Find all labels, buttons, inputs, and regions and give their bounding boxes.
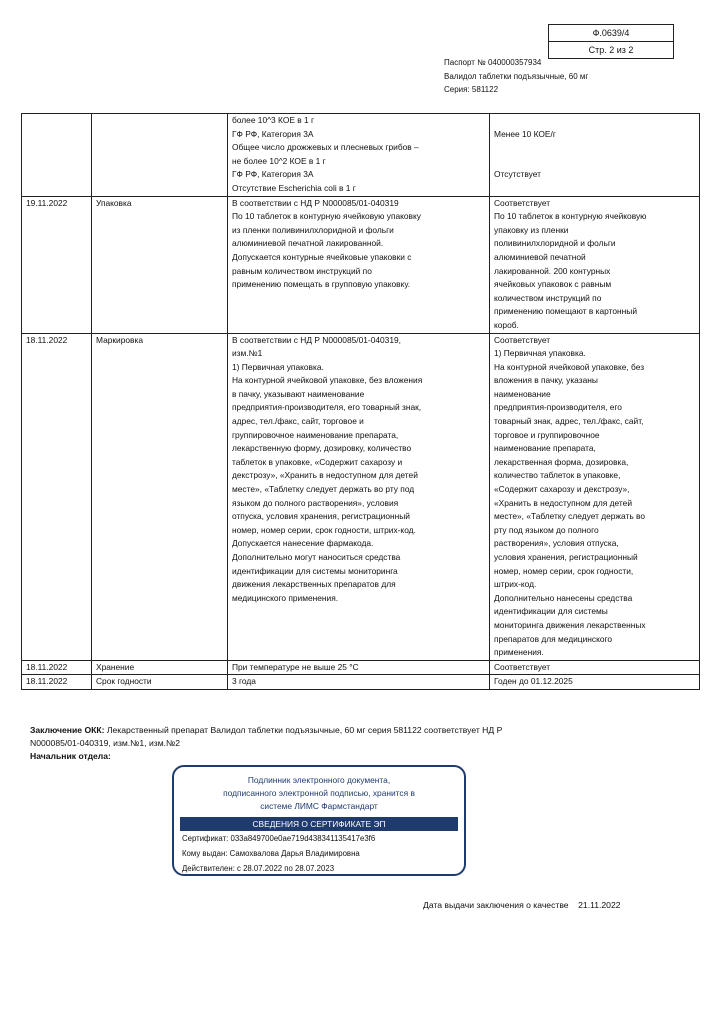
cell-norm-line: Дополнительно могут наноситься средства: [232, 552, 401, 562]
cell-norm: [228, 114, 490, 197]
cell-norm-line: отпуска, условия хранения, регистрационный: [232, 511, 410, 522]
cell-result-line: «Содержит сахарозу и декстрозу»,: [494, 484, 630, 495]
quality-table: [21, 113, 700, 690]
cell-norm-line: Допускается контурные ячейковые упаковки с: [232, 251, 412, 262]
cell-norm-line: ГФ РФ, Категория 3А: [232, 169, 314, 180]
cell-result-line: мониторинга движения лекарственных: [494, 619, 646, 630]
cell-result-line: предприятия-производителя, его: [494, 402, 622, 413]
stamp-line-1: Подлинник электронного документа,: [247, 775, 391, 785]
cell-date: 18.11.2022: [22, 660, 92, 675]
cell-result-line: По 10 таблеток в контурную ячейковую: [494, 211, 647, 222]
cell-result-line: наименование препарата,: [494, 443, 596, 454]
cell-indicator: Срок годности: [92, 675, 228, 690]
cell-norm: [228, 675, 490, 690]
cell-norm-line: При температуре не выше 25 °С: [232, 661, 359, 672]
passport-number: Паспорт № 040000357934: [444, 58, 542, 67]
cell-indicator: Хранение: [92, 660, 228, 675]
cell-result-line: условия хранения, регистрационный: [494, 552, 638, 562]
cell-result-line: вложения в пачку, указаны: [494, 375, 598, 386]
cell-result-line: растворения», условия отпуска,: [494, 538, 619, 549]
cell-result-line: Отсутствует: [494, 169, 541, 180]
stamp-cert-bar: СВЕДЕНИЯ О СЕРТИФИКАТЕ ЭП: [180, 817, 458, 831]
cell-indicator: Маркировка: [92, 333, 228, 660]
cell-norm-line: медицинского применения.: [232, 592, 339, 603]
cell-norm-line: равным количеством инструкций по: [232, 265, 372, 276]
table-row: [22, 196, 700, 333]
cell-result-line: месте», «Таблетку следует держать во: [494, 511, 646, 522]
cell-result-line: упаковку из пленки: [494, 224, 569, 235]
cell-norm-line: из пленки поливинилхлоридной и фольги: [232, 224, 394, 235]
cell-result-line: Соответствует: [494, 197, 551, 208]
cell-result-line: «Хранить в недоступном для детей: [494, 497, 632, 508]
cell-result-line: идентификации для системы: [494, 606, 608, 617]
cell-norm-line: лекарственную форму, дозировку, количество: [232, 443, 412, 454]
cell-norm-line: ГФ РФ, Категория 3А: [232, 128, 314, 139]
cell-result: [490, 675, 700, 690]
cell-norm-line: в пачку, указывают наименование: [232, 388, 365, 399]
conclusion-text: Лекарственный препарат Валидол таблетки подъязычные, 60 мг серия 581122 соответствует НД Р: [104, 725, 503, 735]
conclusion-label: Заключение ОКК:: [30, 725, 105, 735]
conclusion-text-2: N000085/01-040319, изм.№1, изм.№2: [30, 738, 180, 748]
issue-date-label: Дата выдачи заключения о качестве: [423, 900, 569, 910]
stamp-line-3: системе ЛИМС Фармстандарт: [260, 800, 378, 811]
stamp-line-2: подписанного электронной подписью, хранится в: [223, 787, 415, 798]
cell-norm-line: 3 года: [232, 676, 256, 687]
cell-norm-line: 1) Первичная упаковка.: [232, 361, 324, 372]
cell-result-line: наименование: [494, 388, 551, 399]
page-info: Стр. 2 из 2: [549, 41, 673, 58]
cell-result-line: лекарственная форма, дозировка,: [494, 456, 629, 467]
cell-result-line: применению помещают в картонный: [494, 306, 638, 317]
cell-norm-line: месте», «Таблетку следует держать во рту под: [232, 484, 415, 495]
cell-result: [490, 196, 700, 333]
cell-norm-line: более 10^3 КОЕ в 1 г: [232, 115, 315, 125]
form-code-box: [548, 24, 674, 59]
cell-result-line: На контурной ячейковой упаковке, без: [494, 361, 645, 372]
cell-result-line: товарный знак, адрес, тел./факс, сайт,: [494, 416, 644, 427]
passport-info: [444, 56, 588, 97]
cell-norm-line: изм.№1: [232, 348, 263, 359]
stamp-certificate: Сертификат: 033a849700e0ae719d438341135417e3f6: [182, 834, 376, 843]
cell-result-line: [494, 114, 695, 128]
cell-result-line: поливинилхлоридной и фольги: [494, 238, 616, 249]
cell-result-line: Менее 10 КОЕ/г: [494, 128, 556, 139]
table-row: [22, 114, 700, 197]
cell-norm-line: декстрозу», «Хранить в недоступном для детей: [232, 470, 418, 481]
cell-date: 18.11.2022: [22, 333, 92, 660]
cell-result-line: лакированной. 200 контурных: [494, 265, 611, 276]
cell-date: [22, 114, 92, 197]
cell-norm-line: предприятия-производителя, его товарный знак,: [232, 402, 422, 413]
cell-norm-line: группировочное наименование препарата,: [232, 429, 399, 440]
head-of-department-label: Начальник отдела:: [30, 751, 111, 761]
cell-norm-line: В соответствии с НД Р N000085/01-040319,: [232, 334, 401, 345]
cell-norm-line: идентификации для системы мониторинга: [232, 565, 398, 576]
stamp-validity: Действителен: с 28.07.2022 по 28.07.2023: [182, 864, 335, 873]
product-name: Валидол таблетки подъязычные, 60 мг: [444, 71, 589, 81]
cell-result-line: количеством инструкций по: [494, 292, 602, 303]
cell-norm-line: таблеток в упаковке, «Содержит сахарозу и: [232, 456, 403, 467]
cell-result-line: количество таблеток в упаковке,: [494, 470, 621, 481]
form-code: Ф.0639/4: [592, 28, 630, 38]
e-signature-stamp: [172, 765, 466, 876]
cell-result-line: Годен до 01.12.2025: [494, 676, 573, 687]
cell-norm-line: не более 10^2 КОЕ в 1 г: [232, 155, 326, 166]
cell-result-line: короб.: [494, 319, 519, 330]
cell-norm-line: применению помещать в групповую упаковку.: [232, 279, 411, 290]
issue-date-value: 21.11.2022: [578, 900, 621, 910]
cell-date: 18.11.2022: [22, 675, 92, 690]
cell-norm-line: Общее число дрожжевых и плесневых грибов –: [232, 142, 419, 153]
cell-norm-line: языком до полного растворения», условия: [232, 497, 399, 508]
cell-norm-line: Допускается нанесение фармакода.: [232, 538, 374, 549]
cell-norm-line: По 10 таблеток в контурную ячейковую упаковку: [232, 211, 421, 222]
cell-norm: [228, 196, 490, 333]
series-number: Серия: 581122: [444, 85, 499, 94]
table-row: [22, 660, 700, 675]
cell-result-line: ячейковых упаковок с равным: [494, 279, 612, 290]
cell-indicator: Упаковка: [92, 196, 228, 333]
cell-norm-line: движения лекарственных препаратов для: [232, 579, 396, 590]
cell-result-line: рту под языком до полного: [494, 524, 599, 535]
cell-norm-line: В соответствии с НД Р N000085/01-040319: [232, 197, 399, 208]
table-row: [22, 333, 700, 660]
stamp-header: [174, 774, 464, 812]
cell-result-line: [494, 141, 695, 155]
cell-indicator: [92, 114, 228, 197]
cell-result-line: 1) Первичная упаковка.: [494, 348, 586, 359]
table-row: [22, 675, 700, 690]
cell-result-line: штрих-код.: [494, 579, 537, 590]
cell-result-line: торговое и группировочное: [494, 429, 600, 440]
cell-result-line: препаратов для медицинского: [494, 633, 613, 644]
cell-date: 19.11.2022: [22, 196, 92, 333]
cell-result-line: Дополнительно нанесены средства: [494, 592, 633, 603]
conclusion: [30, 724, 670, 750]
issue-date: [423, 900, 621, 910]
cell-norm: [228, 660, 490, 675]
cell-result-line: алюминиевой печатной: [494, 251, 586, 262]
cell-norm-line: Отсутствие Escherichia coli в 1 г: [232, 182, 356, 193]
cell-result: [490, 114, 700, 197]
cell-norm: [228, 333, 490, 660]
cell-result-line: [494, 155, 695, 169]
cell-norm-line: алюминиевой печатной лакированной.: [232, 238, 384, 249]
cell-result-line: Соответствует: [494, 661, 551, 672]
cell-result-line: номер, номер серии, срок годности,: [494, 565, 634, 576]
cell-norm-line: На контурной ячейковой упаковке, без вложения: [232, 375, 423, 386]
cell-norm-line: номер, номер серии, срок годности, штрих-код.: [232, 524, 416, 535]
cell-result: [490, 333, 700, 660]
cell-norm-line: адрес, тел./факс, сайт, торговое и: [232, 416, 364, 427]
cell-result: [490, 660, 700, 675]
cell-result-line: применения.: [494, 647, 544, 658]
cell-result-line: Соответствует: [494, 334, 551, 345]
stamp-issued-to: Кому выдан: Самохвалова Дарья Владимировна: [182, 849, 360, 858]
